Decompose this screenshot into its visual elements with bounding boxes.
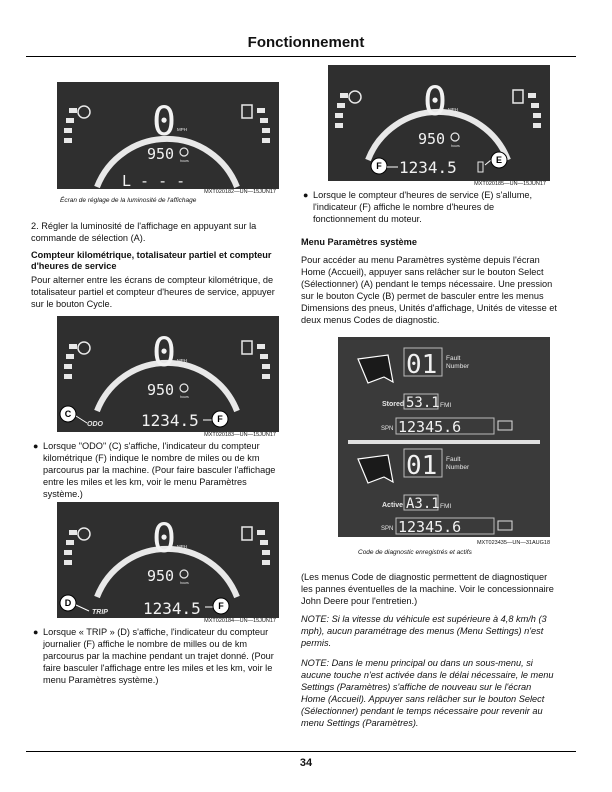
svg-text:FMI: FMI <box>440 402 452 409</box>
svg-text:E: E <box>495 155 503 165</box>
svg-text:Active: Active <box>382 502 404 509</box>
svg-text:ODO: ODO <box>87 421 103 428</box>
hourglass-icon <box>451 133 459 141</box>
engine-icon <box>498 521 512 530</box>
curved-arrow-icon <box>358 455 393 483</box>
svg-text:D: D <box>64 598 72 608</box>
temperature-icon <box>349 91 361 103</box>
svg-text:MPH: MPH <box>177 127 187 132</box>
svg-text:F: F <box>217 414 223 424</box>
page-title: Fonctionnement <box>247 34 365 51</box>
svg-text:F: F <box>376 161 382 171</box>
hourglass-icon <box>180 384 188 392</box>
svg-text:0: 0 <box>423 79 448 125</box>
svg-text:hours: hours <box>180 581 189 585</box>
odo-display-image <box>57 316 279 432</box>
svg-text:hours: hours <box>180 395 189 399</box>
brightness-display-image <box>57 82 279 189</box>
svg-text:0: 0 <box>152 516 177 562</box>
section-paragraph: Pour alterner entre les écrans de compteur kilométrique, de totalisateur partiel et compteur d'heures de service, appuyer sur le bouton Cycle. <box>31 275 275 309</box>
svg-text:950: 950 <box>147 145 175 163</box>
figure-caption: Code de diagnostic enregistrés et actifs <box>358 549 472 556</box>
figure-ref: MXT023435—UN—31AUG18 <box>476 540 550 546</box>
fuel-icon <box>242 105 252 118</box>
svg-text:Number: Number <box>446 464 470 471</box>
svg-text:0: 0 <box>152 330 177 376</box>
hour-meter-display-image <box>328 65 550 181</box>
figure-ref: MXT020184—UN—15JUN17 <box>204 618 276 624</box>
svg-text:950: 950 <box>418 130 446 148</box>
bullet-icon: ● <box>33 441 39 451</box>
svg-text:A3.1: A3.1 <box>406 496 440 512</box>
svg-text:Fault: Fault <box>446 456 461 463</box>
svg-text:12345.6: 12345.6 <box>398 518 462 536</box>
svg-text:0: 0 <box>152 99 177 145</box>
trip-display-image <box>57 502 279 618</box>
svg-text:01: 01 <box>406 350 438 380</box>
section-heading-odometer: Compteur kilométrique, totalisateur partiel et compteur d'heures de service <box>31 250 272 271</box>
svg-text:C: C <box>64 409 72 419</box>
svg-text:950: 950 <box>147 381 175 399</box>
bullet-icon: ● <box>33 627 39 637</box>
bullet-odo: Lorsque "ODO" (C) s'affiche, l'indicateur du compteur kilométrique (F) indique le nombre de miles ou de km parcourus par la machine. (Pour faire basculer l'affichage entre les miles et les km, voir le menu Paramètres système.) <box>43 441 276 499</box>
svg-text:SPN: SPN <box>381 426 394 432</box>
figure-ref: MXT020185—UN—15JUN17 <box>474 181 546 187</box>
page-number: 34 <box>299 757 313 769</box>
note-timeout: NOTE: Dans le menu principal ou dans un sous-menu, si aucune touche n'est activée dans le délai nécessaire, le menu Settings (Paramètres) s'affiche de nouveau sur le l'écran Home (Accueil). Appuyer sans relâcher sur le bouton Select (Sélectionner) pendant le temps nécessaire pour revenir au menu Settings (Paramètres). <box>301 658 554 728</box>
curved-arrow-icon <box>358 355 393 383</box>
temperature-icon <box>78 106 90 118</box>
svg-text:01: 01 <box>406 451 438 481</box>
temperature-icon <box>78 342 90 354</box>
fuel-icon <box>242 341 252 354</box>
figure-ref: MXT020182—UN—15JUN17 <box>204 189 276 195</box>
temperature-icon <box>78 528 90 540</box>
svg-text:hours: hours <box>451 144 460 148</box>
header-rule <box>26 56 576 57</box>
diagnostic-codes-image <box>338 337 550 537</box>
fuel-icon <box>513 90 523 103</box>
svg-text:1234.5: 1234.5 <box>399 158 457 177</box>
figure-caption: Écran de réglage de la luminosité de l'affichage <box>60 197 197 204</box>
svg-text:950: 950 <box>147 567 175 585</box>
hourglass-icon <box>180 148 188 156</box>
svg-text:MPH: MPH <box>448 107 458 112</box>
engine-icon <box>498 421 512 430</box>
bullet-trip: Lorsque « TRIP » (D) s'affiche, l'indicateur du compteur journalier (F) affiche le nombre de milles ou de km parcourus par la machine pendant un trajet donné. (Pour faire basculer l'affichage entre les miles et les km, voir le menu Paramètres système.) <box>43 627 274 685</box>
section-heading-system-settings: Menu Paramètres système <box>301 237 417 247</box>
svg-text:SPN: SPN <box>381 526 394 532</box>
svg-text:MPH: MPH <box>177 358 187 363</box>
svg-text:hours: hours <box>180 159 189 163</box>
fuel-icon <box>242 527 252 540</box>
bullet-hours: Lorsque le compteur d'heures de service (E) s'allume, l'indicateur (F) affiche le nombre d'heures de fonctionnement du moteur. <box>313 190 533 224</box>
section-paragraph: Pour accéder au menu Paramètres système depuis l'écran Home (Accueil), appuyer sans relâcher sur le bouton Select (Sélectionner) (A) pendant le temps nécessaire. Une pression sur le bouton Cycle (B) permet de basculer entre les menus Dimensions des pneus, Unités d'affichage, Unités de vitesse et deux menus Codes de diagnostic. <box>301 255 557 325</box>
hourglass-icon <box>180 570 188 578</box>
svg-text:FMI: FMI <box>440 503 452 510</box>
svg-text:TRIP: TRIP <box>92 609 108 616</box>
hour-meter-icon <box>478 162 483 172</box>
step-2: 2. Régler la luminosité de l'affichage en appuyant sur la commande de sélection (A). <box>31 221 257 243</box>
svg-text:1234.5: 1234.5 <box>141 411 199 430</box>
svg-text:F: F <box>218 601 224 611</box>
svg-text:MPH: MPH <box>177 544 187 549</box>
svg-text:53.1: 53.1 <box>406 395 440 411</box>
figure-ref: MXT020183—UN—15JUN17 <box>204 432 276 438</box>
bullet-icon: ● <box>303 190 309 200</box>
paragraph-diagnostic-codes: (Les menus Code de diagnostic permettent de diagnostiquer les pannes éventuelles de la machine. Voir le concessionnaire John Deere pour l'entretien.) <box>301 572 554 606</box>
svg-text:L - - -: L - - - <box>122 172 186 189</box>
svg-text:Number: Number <box>446 363 470 370</box>
note-speed: NOTE: Si la vitesse du véhicule est supérieure à 4,8 km/h (3 mph), aucun paramétrage des menus (Menu Settings) n'est permis. <box>301 614 547 648</box>
footer-rule <box>26 751 576 752</box>
svg-text:Fault: Fault <box>446 355 461 362</box>
svg-text:Stored: Stored <box>382 401 405 408</box>
svg-text:1234.5: 1234.5 <box>143 599 201 618</box>
svg-text:12345.6: 12345.6 <box>398 418 462 436</box>
